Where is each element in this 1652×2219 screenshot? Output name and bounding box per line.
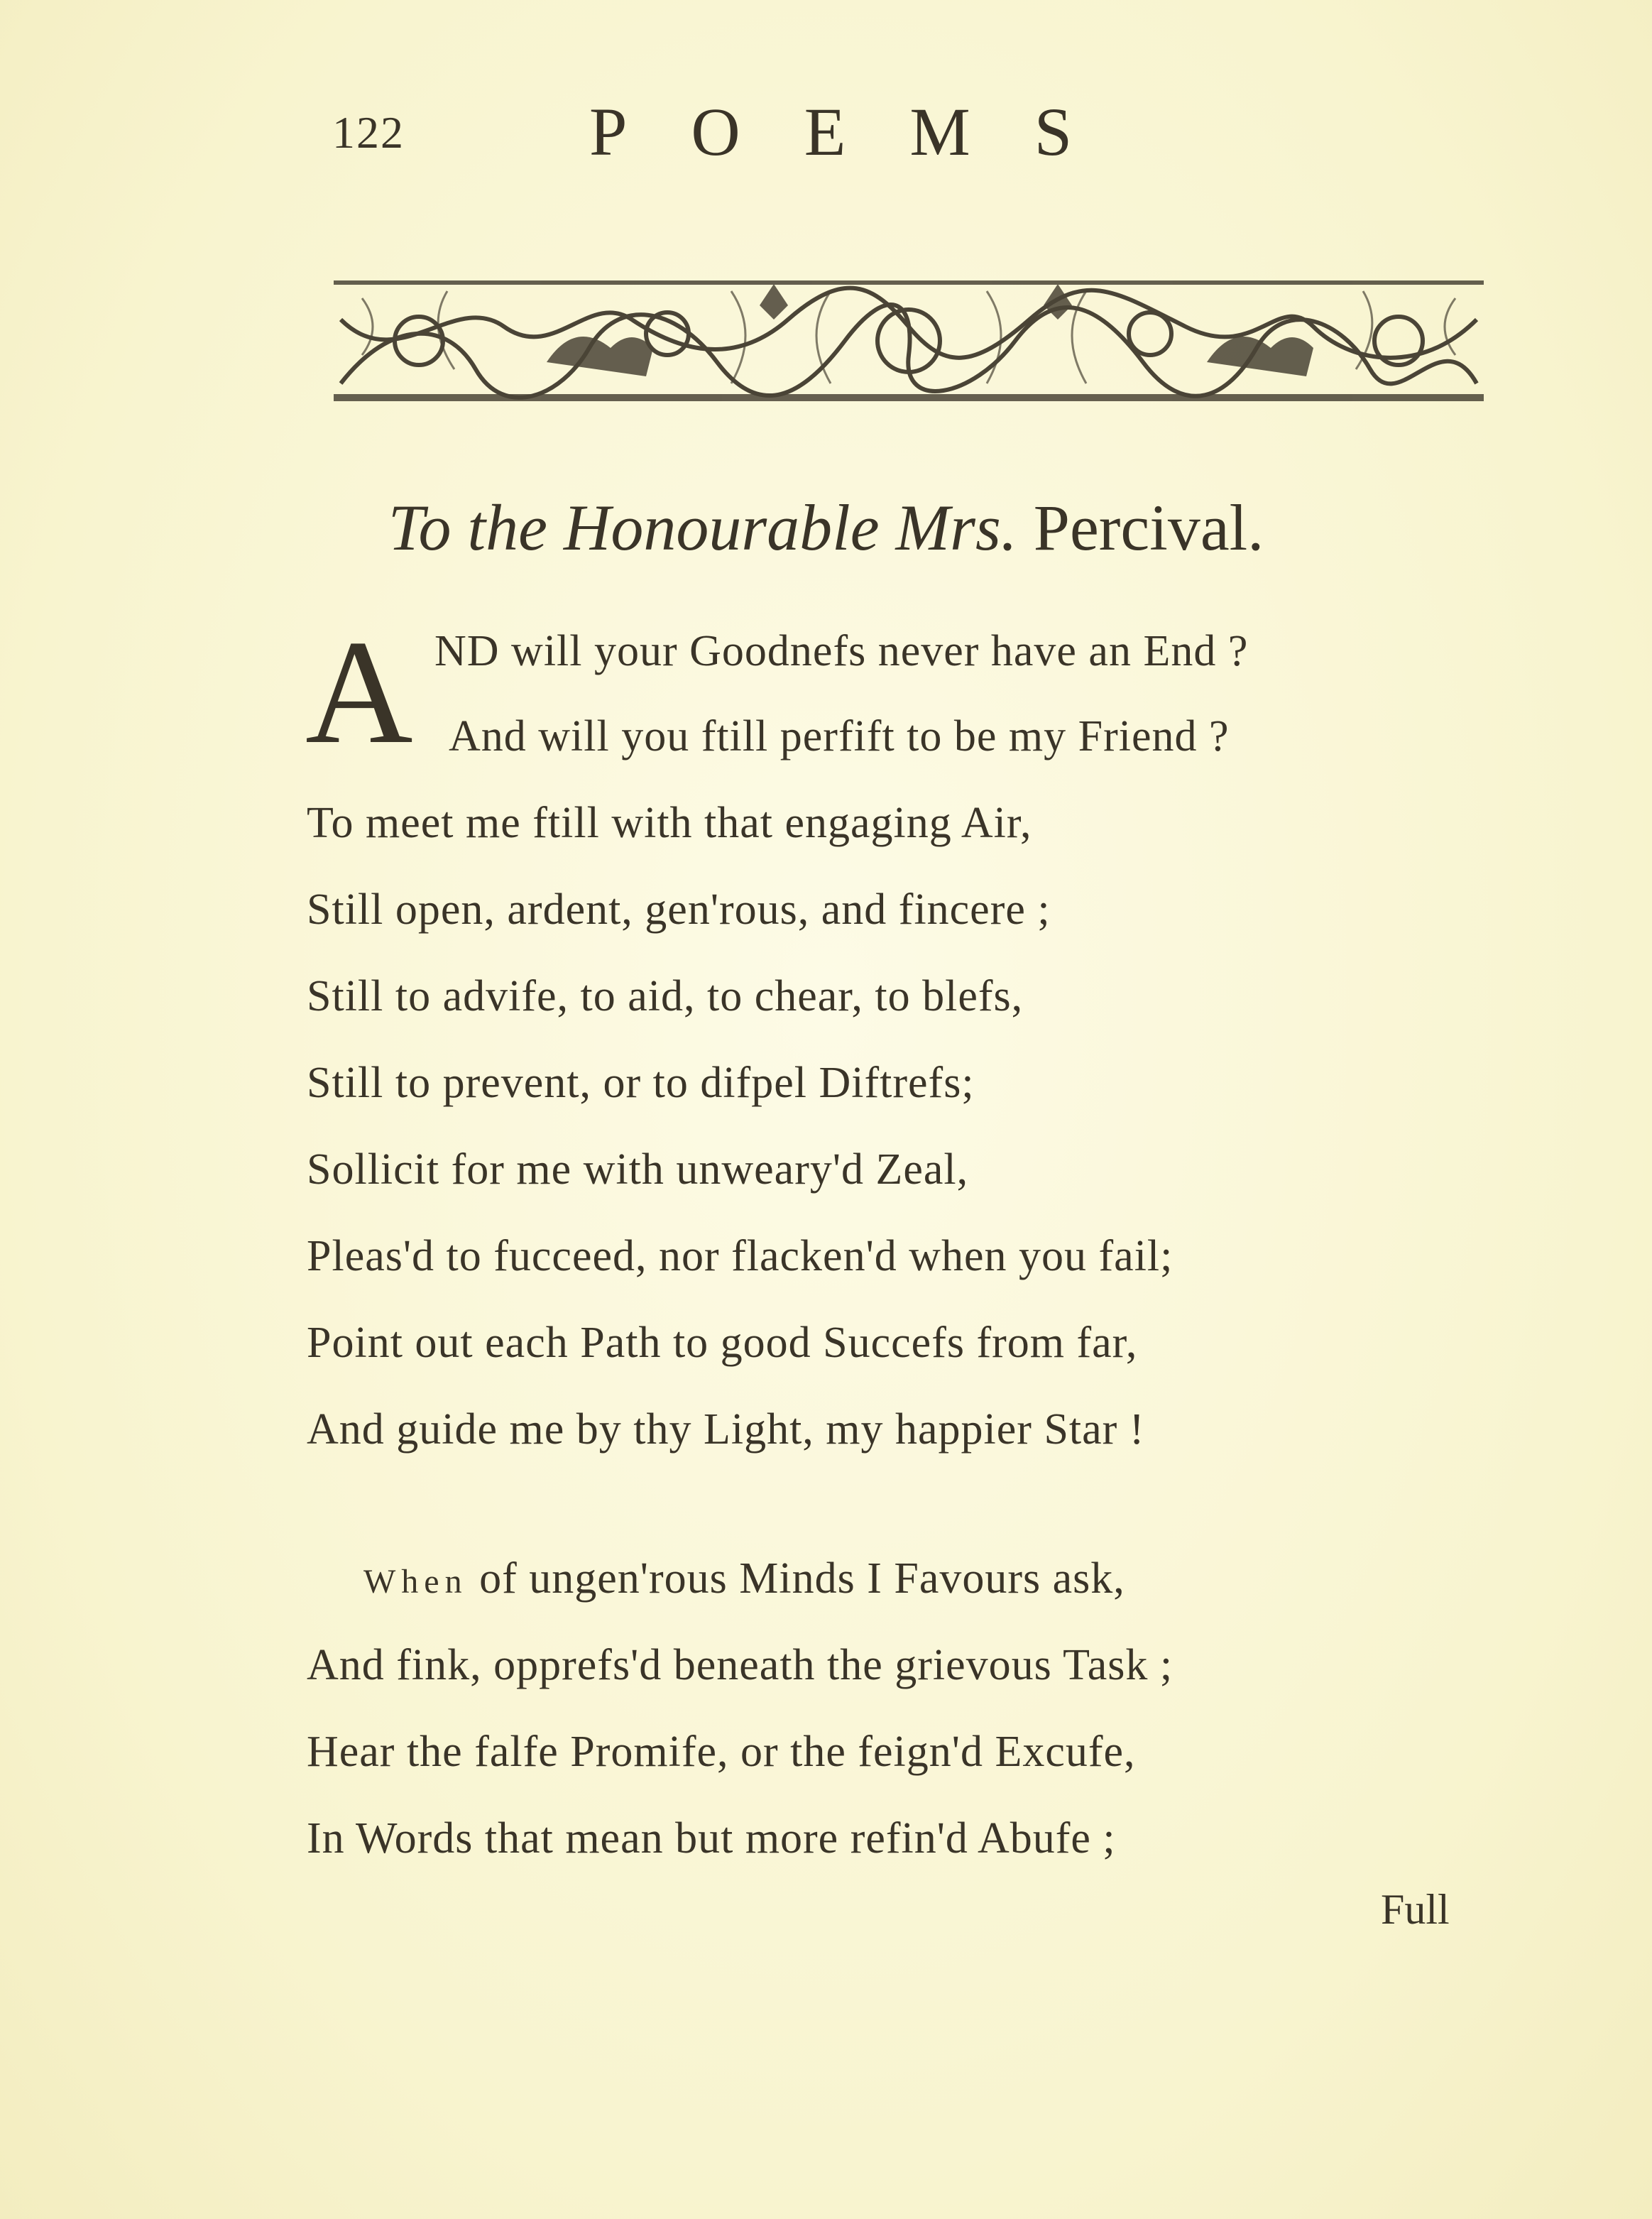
poem-line: And fink, opprefs'd beneath the grievous Task ; [307,1641,1174,1689]
poem-title-roman: Percival. [1033,491,1264,564]
poem-line: Point out each Path to good Succefs from far, [307,1319,1138,1367]
first-line-rest: of ungen'rous Minds I Favours ask, [467,1554,1125,1603]
catchword: Full [1381,1886,1450,1933]
running-head [0,92,1652,170]
floral-headpiece-ornament-icon [334,277,1484,405]
poem-title-italic: To the Honourable Mrs. [388,491,1017,564]
running-title: POEMS [589,94,1137,170]
poem-line: Hear the falfe Promife, or the feign'd Excufe, [307,1728,1136,1776]
poem-line: Sollicit for me with unweary'd Zeal, [307,1145,969,1194]
poem-line: And will you ftill perfift to be my Friend ? [449,712,1230,760]
poem-line: And guide me by thy Light, my happier Star ! [307,1405,1145,1454]
small-caps-lead-word: When [363,1563,468,1601]
poem-line-first [363,1554,1125,1604]
page-number: 122 [332,107,405,158]
poem-line: In Words that mean but more refin'd Abufe ; [307,1814,1116,1863]
poem-line: Still open, ardent, gen'rous, and fincere ; [307,885,1051,934]
poem-title [0,490,1652,565]
poem-line: Pleas'd to fucceed, nor flacken'd when you fail; [307,1232,1174,1280]
poem-line: Still to advife, to aid, to chear, to blefs, [307,972,1024,1020]
poem-line: Still to prevent, or to difpel Diftrefs; [307,1059,975,1107]
poem-line: ND will your Goodnefs never have an End ? [434,627,1249,675]
drop-cap: A [305,610,413,775]
poem-line: To meet me ftill with that engaging Air, [307,799,1032,847]
